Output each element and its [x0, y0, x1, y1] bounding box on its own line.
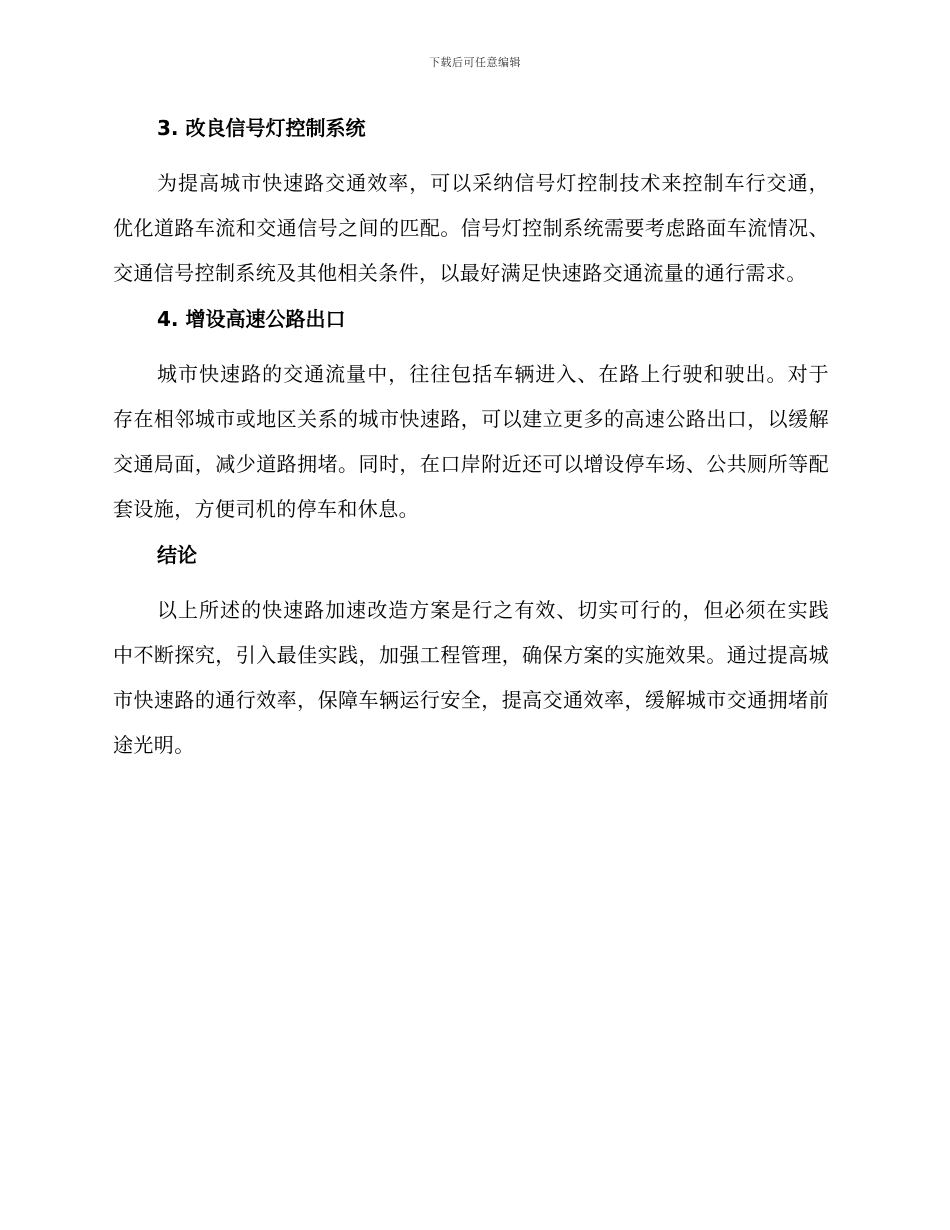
section-paragraph: 以上所述的快速路加速改造方案是行之有效、切实可行的，但必须在实践中不断探究，引入最佳实践，加强工程管理，确保方案的实施效果。通过提高城市快速路的通行效率，保障车辆运行安全，提高交通效率，缓解城市交通拥堵前途光明。	[113, 598, 829, 757]
section-conclusion	[113, 538, 829, 768]
header-note: 下载后可任意编辑	[429, 56, 521, 69]
section-highway-exits	[113, 302, 829, 532]
section-signal-control	[113, 111, 829, 296]
section-heading: 4. 增设高速公路出口	[157, 307, 346, 331]
section-heading: 3. 改良信号灯控制系统	[157, 116, 366, 140]
section-paragraph: 城市快速路的交通流量中，往往包括车辆进入、在路上行驶和驶出。对于存在相邻城市或地区关系的城市快速路，可以建立更多的高速公路出口，以缓解交通局面，减少道路拥堵。同时，在口岸附近还可以增设停车场、公共厕所等配套设施，方便司机的停车和休息。	[113, 362, 829, 521]
section-paragraph: 为提高城市快速路交通效率，可以采纳信号灯控制技术来控制车行交通，优化道路车流和交通信号之间的匹配。信号灯控制系统需要考虑路面车流情况、交通信号控制系统及其他相关条件，以最好满足快速路交通流量的通行需求。	[113, 171, 829, 285]
document-body	[113, 111, 829, 768]
section-heading: 结论	[157, 543, 197, 567]
